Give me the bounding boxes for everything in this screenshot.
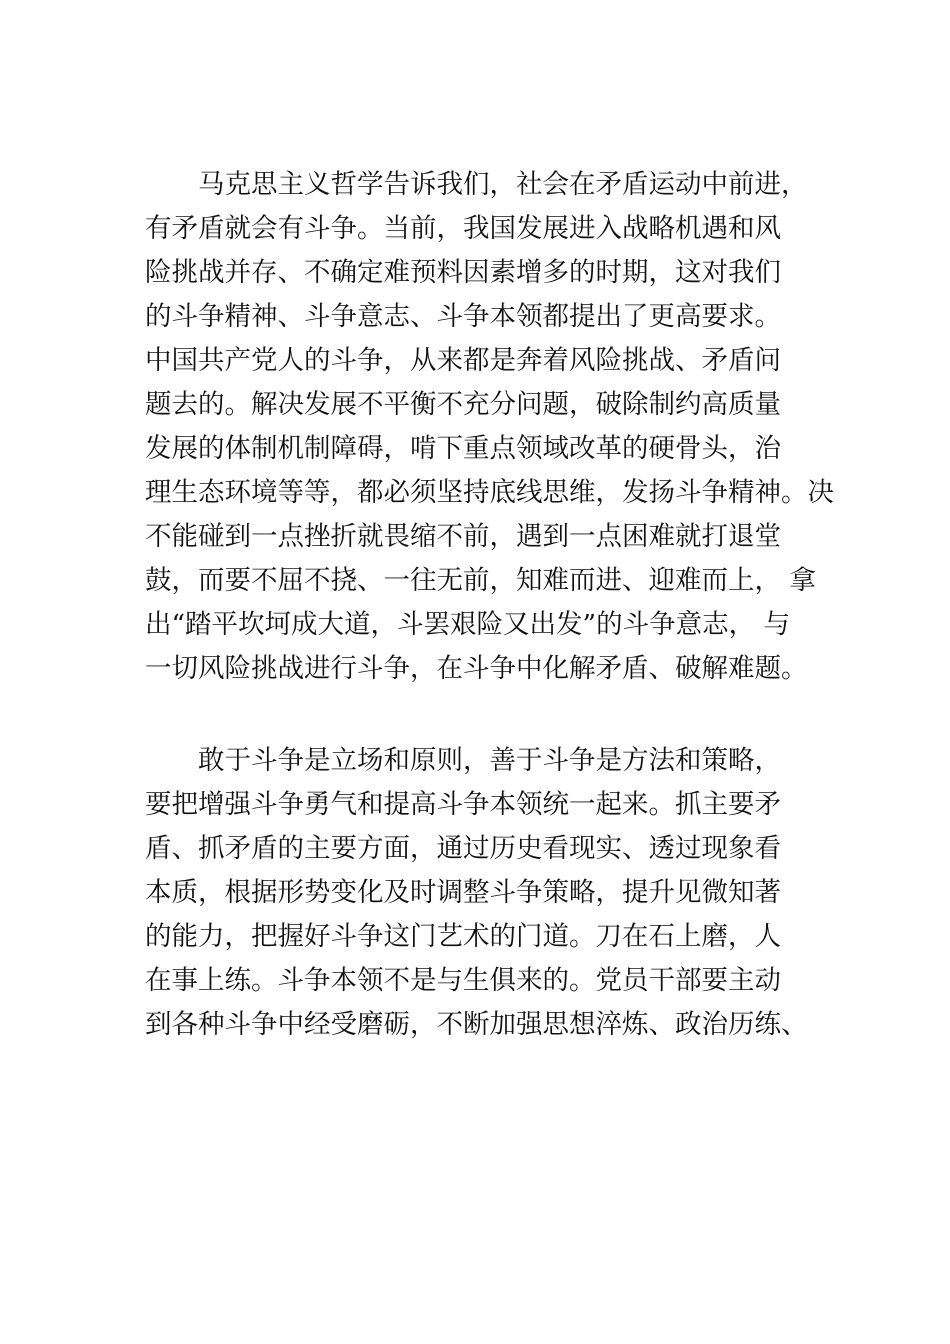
paragraph-line: 到各种斗争中经受磨砺，不断加强思想淬炼、政治历练、 (145, 1009, 808, 1040)
paragraph-line: 有矛盾就会有斗争。当前，我国发展进入战略机遇和风 (145, 213, 781, 244)
paragraph-line: 敢于斗争是立场和原则，善于斗争是方法和策略， (198, 745, 781, 776)
paragraph-line: 不能碰到一点挫折就畏缩不前，遇到一点困难就打退堂 (145, 521, 781, 552)
paragraph-line: 的斗争精神、斗争意志、斗争本领都提出了更高要求。 (145, 301, 781, 332)
paragraph-line: 鼓，而要不屈不挠、一往无前，知难而进、迎难而上， 拿 (145, 565, 816, 596)
paragraph-line: 险挑战并存、不确定难预料因素增多的时期，这对我们 (145, 257, 781, 288)
paragraph-line: 中国共产党人的斗争，从来都是奔着风险挑战、矛盾问 (145, 345, 781, 376)
paragraph-line: 理生态环境等等，都必须坚持底线思维，发扬斗争精神。决 (145, 477, 834, 508)
paragraph-line: 本质，根据形势变化及时调整斗争策略，提升见微知著 (145, 877, 781, 908)
paragraph-line: 一切风险挑战进行斗争，在斗争中化解矛盾、破解难题。 (145, 653, 808, 684)
paragraph-line: 要把增强斗争勇气和提高斗争本领统一起来。抓主要矛 (145, 789, 781, 820)
paragraph-line: 马克思主义哲学告诉我们，社会在矛盾运动中前进， (198, 169, 808, 200)
paragraph-line: 发展的体制机制障碍，啃下重点领域改革的硬骨头，治 (145, 433, 781, 464)
paragraph-line: 在事上练。斗争本领不是与生俱来的。党员干部要主动 (145, 965, 781, 996)
paragraph-line: 题去的。解决发展不平衡不充分问题，破除制约高质量 (145, 389, 781, 420)
paragraph-line: 出“踏平坎坷成大道，斗罢艰险又出发”的斗争意志， 与 (145, 609, 791, 640)
paragraph-line: 盾、抓矛盾的主要方面，通过历史看现实、透过现象看 (145, 833, 781, 864)
paragraph-line: 的能力，把握好斗争这门艺术的门道。刀在石上磨，人 (145, 921, 781, 952)
